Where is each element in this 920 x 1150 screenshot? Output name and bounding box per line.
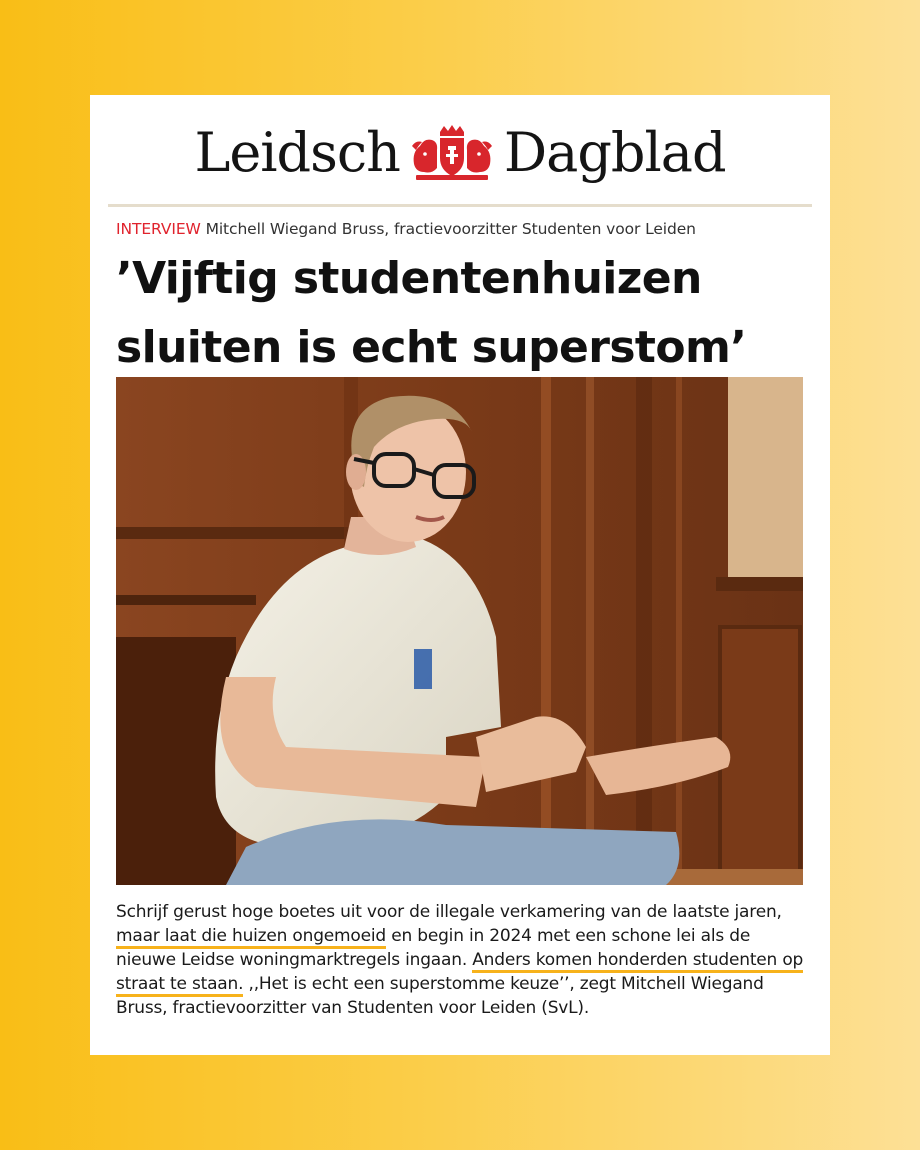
headline <box>116 245 816 382</box>
lead-text-2: en begin in 2024 met een schone lei als de nieuwe Leidse woningmarktregels ingaan. <box>116 926 751 970</box>
masthead-word-left: Leidsch <box>194 121 400 184</box>
photo-illustration <box>116 377 803 885</box>
lead-highlight-1: maar laat die huizen ongemoeid <box>116 926 386 949</box>
article-photo <box>116 377 803 885</box>
kicker-tag: INTERVIEW <box>116 220 201 238</box>
kicker <box>116 220 816 238</box>
article-lead <box>116 900 806 1020</box>
masthead-word-right: Dagblad <box>503 121 726 184</box>
lead-text-3: ,,Het is echt een superstomme keuze’’, zegt Mitchell Wiegand Bruss, fractievoorzitter van Studenten voor Leiden (SvL). <box>116 974 764 1018</box>
masthead-divider <box>108 204 812 207</box>
leiden-coat-of-arms-icon <box>410 124 494 182</box>
lead-text-1: Schrijf gerust hoge boetes uit voor de illegale verkamering van de laatste jaren, <box>116 902 782 922</box>
masthead[interactable] <box>90 113 830 193</box>
headline-line-2: sluiten is echt superstom’ <box>116 321 747 373</box>
headline-line-1: ’Vijftig studentenhuizen <box>116 253 702 304</box>
lead-highlight-2: Anders komen honderden studenten op straat te staan. <box>116 950 803 997</box>
article-card <box>90 95 830 1055</box>
kicker-text: Mitchell Wiegand Bruss, fractievoorzitter Studenten voor Leiden <box>200 220 696 238</box>
